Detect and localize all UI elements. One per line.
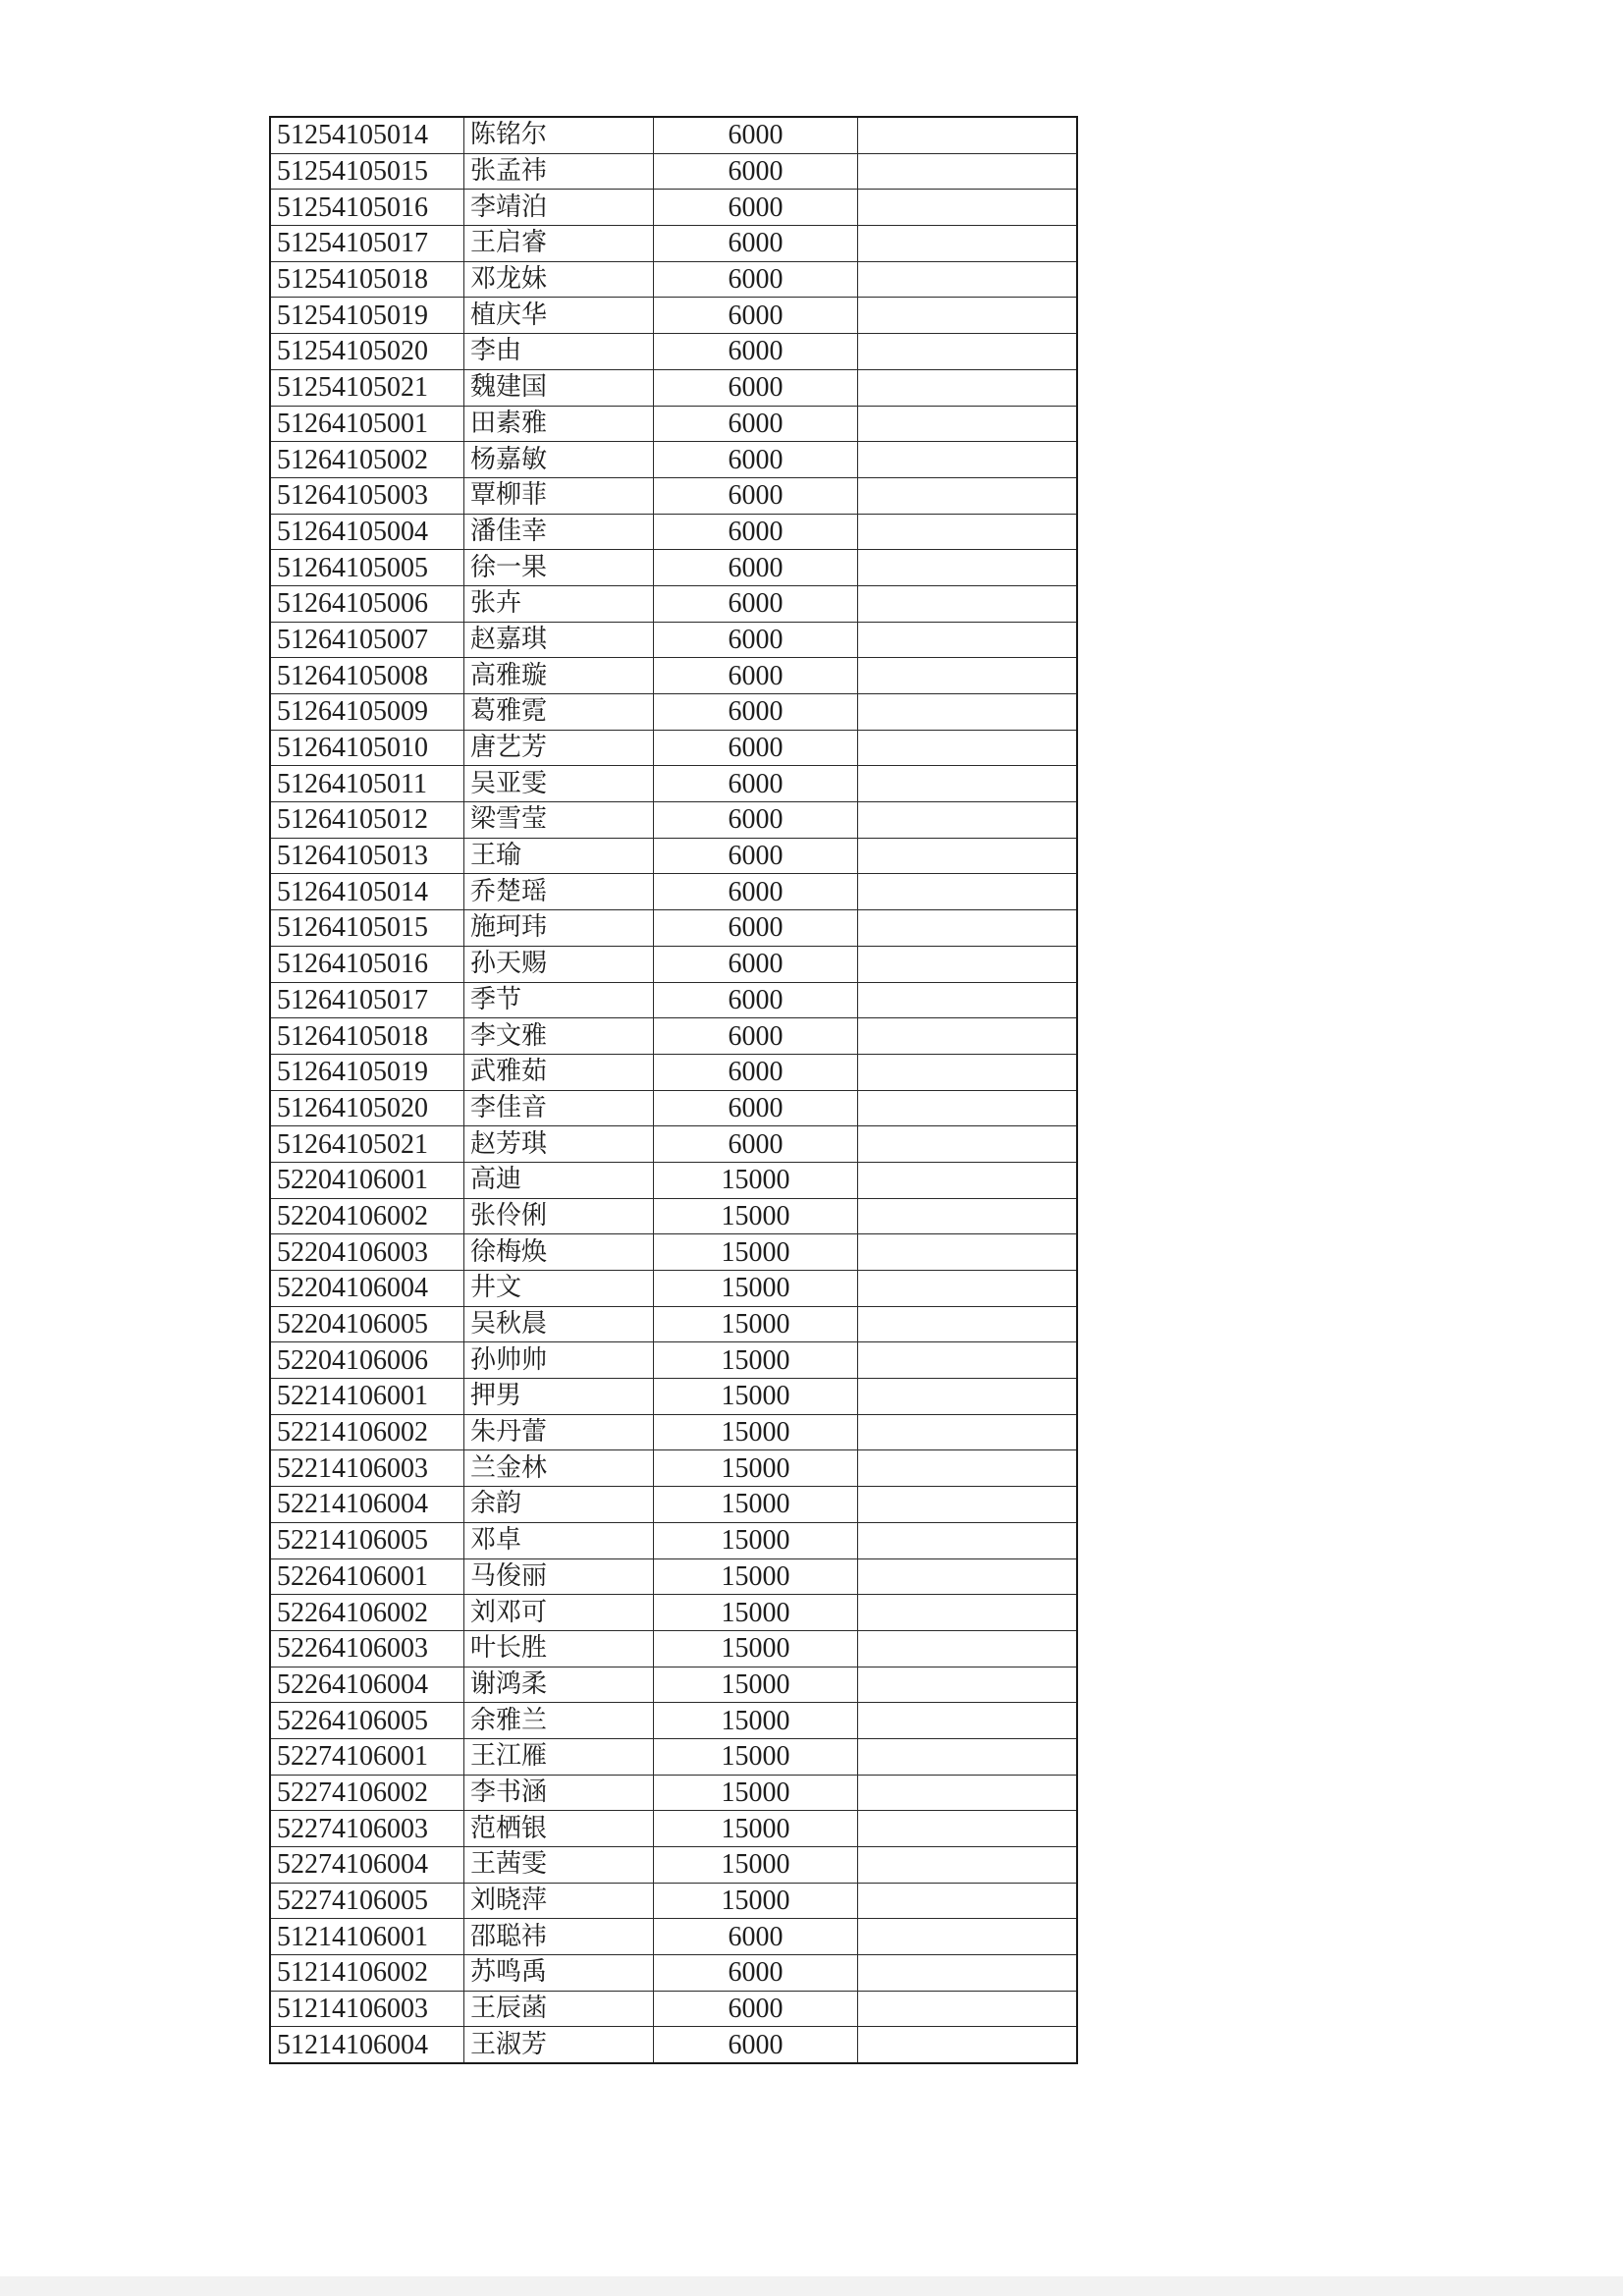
student-id-cell: 51254105017	[270, 226, 464, 262]
name-cell: 高雅璇	[464, 658, 654, 694]
student-id-cell: 52214106005	[270, 1522, 464, 1558]
amount-cell: 6000	[654, 550, 858, 586]
table-row	[270, 298, 1077, 334]
table-row	[270, 1234, 1077, 1271]
student-id-cell: 51264105014	[270, 874, 464, 910]
student-id-cell: 52274106005	[270, 1883, 464, 1919]
student-id-cell: 51254105016	[270, 190, 464, 226]
student-id-cell: 51264105018	[270, 1018, 464, 1055]
student-id-cell: 51254105021	[270, 369, 464, 406]
name-cell: 李佳音	[464, 1090, 654, 1126]
note-cell	[858, 982, 1078, 1018]
student-id-cell: 52214106001	[270, 1379, 464, 1415]
note-cell	[858, 694, 1078, 731]
name-cell: 吴秋晨	[464, 1306, 654, 1342]
student-id-cell: 51264105008	[270, 658, 464, 694]
table-row	[270, 946, 1077, 982]
student-id-cell: 52264106003	[270, 1630, 464, 1667]
amount-cell: 6000	[654, 585, 858, 622]
name-cell: 高迪	[464, 1162, 654, 1198]
amount-cell: 6000	[654, 910, 858, 947]
amount-cell: 15000	[654, 1487, 858, 1523]
note-cell	[858, 1414, 1078, 1450]
name-cell: 季节	[464, 982, 654, 1018]
note-cell	[858, 1271, 1078, 1307]
table-row	[270, 1595, 1077, 1631]
name-cell: 植庆华	[464, 298, 654, 334]
amount-cell: 6000	[654, 190, 858, 226]
name-cell: 兰金林	[464, 1450, 654, 1487]
table-row	[270, 1883, 1077, 1919]
table-row	[270, 1271, 1077, 1307]
amount-cell: 6000	[654, 261, 858, 298]
table-row	[270, 622, 1077, 658]
note-cell	[858, 514, 1078, 550]
note-cell	[858, 2027, 1078, 2063]
note-cell	[858, 1919, 1078, 1955]
name-cell: 朱丹蕾	[464, 1414, 654, 1450]
amount-cell: 15000	[654, 1595, 858, 1631]
student-id-cell: 52264106001	[270, 1558, 464, 1595]
note-cell	[858, 1667, 1078, 1703]
amount-cell: 6000	[654, 658, 858, 694]
student-id-cell: 51254105020	[270, 334, 464, 370]
table-row	[270, 1811, 1077, 1847]
note-cell	[858, 802, 1078, 839]
amount-cell: 6000	[654, 153, 858, 190]
student-id-cell: 52204106003	[270, 1234, 464, 1271]
note-cell	[858, 658, 1078, 694]
table-row	[270, 1054, 1077, 1090]
amount-cell: 15000	[654, 1379, 858, 1415]
student-id-cell: 52204106006	[270, 1342, 464, 1379]
student-id-cell: 52264106005	[270, 1703, 464, 1739]
amount-cell: 15000	[654, 1450, 858, 1487]
note-cell	[858, 838, 1078, 874]
table-row	[270, 1667, 1077, 1703]
table-row	[270, 1991, 1077, 2027]
amount-cell: 15000	[654, 1703, 858, 1739]
amount-cell: 15000	[654, 1847, 858, 1884]
name-cell: 谢鸿柔	[464, 1667, 654, 1703]
table-row	[270, 1522, 1077, 1558]
table-row	[270, 1703, 1077, 1739]
table-row	[270, 730, 1077, 766]
name-cell: 陈铭尔	[464, 117, 654, 153]
note-cell	[858, 1126, 1078, 1163]
student-id-cell: 51264105013	[270, 838, 464, 874]
student-id-cell: 52204106002	[270, 1198, 464, 1234]
student-id-cell: 52264106004	[270, 1667, 464, 1703]
table-row	[270, 982, 1077, 1018]
note-cell	[858, 1847, 1078, 1884]
note-cell	[858, 1379, 1078, 1415]
note-cell	[858, 1090, 1078, 1126]
page-bottom-edge	[0, 2276, 1623, 2296]
name-cell: 武雅茹	[464, 1054, 654, 1090]
amount-cell: 6000	[654, 874, 858, 910]
student-id-cell: 52204106004	[270, 1271, 464, 1307]
student-id-cell: 51214106001	[270, 1919, 464, 1955]
note-cell	[858, 585, 1078, 622]
name-cell: 田素雅	[464, 406, 654, 442]
student-id-cell: 51264105019	[270, 1054, 464, 1090]
table-row	[270, 1018, 1077, 1055]
note-cell	[858, 1558, 1078, 1595]
note-cell	[858, 406, 1078, 442]
note-cell	[858, 1450, 1078, 1487]
amount-cell: 15000	[654, 1162, 858, 1198]
note-cell	[858, 1162, 1078, 1198]
name-cell: 张孟祎	[464, 153, 654, 190]
amount-cell: 6000	[654, 838, 858, 874]
name-cell: 苏鸣禹	[464, 1955, 654, 1992]
table-row	[270, 334, 1077, 370]
note-cell	[858, 1883, 1078, 1919]
note-cell	[858, 1487, 1078, 1523]
student-id-cell: 52274106003	[270, 1811, 464, 1847]
note-cell	[858, 153, 1078, 190]
table-row	[270, 226, 1077, 262]
amount-cell: 15000	[654, 1738, 858, 1775]
note-cell	[858, 190, 1078, 226]
note-cell	[858, 442, 1078, 478]
name-cell: 马俊丽	[464, 1558, 654, 1595]
note-cell	[858, 550, 1078, 586]
student-id-cell: 51254105014	[270, 117, 464, 153]
table-row	[270, 874, 1077, 910]
student-id-cell: 52204106005	[270, 1306, 464, 1342]
amount-cell: 6000	[654, 298, 858, 334]
amount-cell: 6000	[654, 1955, 858, 1992]
table-row	[270, 585, 1077, 622]
student-id-cell: 52214106004	[270, 1487, 464, 1523]
student-id-cell: 51264105015	[270, 910, 464, 947]
amount-cell: 6000	[654, 1126, 858, 1163]
name-cell: 张卉	[464, 585, 654, 622]
amount-cell: 6000	[654, 730, 858, 766]
note-cell	[858, 298, 1078, 334]
table-row	[270, 766, 1077, 802]
student-id-cell: 51214106002	[270, 1955, 464, 1992]
table-row	[270, 514, 1077, 550]
student-id-cell: 51264105017	[270, 982, 464, 1018]
name-cell: 李由	[464, 334, 654, 370]
amount-cell: 6000	[654, 2027, 858, 2063]
name-cell: 张伶俐	[464, 1198, 654, 1234]
amount-cell: 6000	[654, 766, 858, 802]
note-cell	[858, 910, 1078, 947]
table-row	[270, 1162, 1077, 1198]
name-cell: 井文	[464, 1271, 654, 1307]
amount-cell: 6000	[654, 694, 858, 731]
name-cell: 赵芳琪	[464, 1126, 654, 1163]
table-row	[270, 369, 1077, 406]
student-id-cell: 51214106003	[270, 1991, 464, 2027]
name-cell: 叶长胜	[464, 1630, 654, 1667]
name-cell: 孙帅帅	[464, 1342, 654, 1379]
student-id-cell: 51254105018	[270, 261, 464, 298]
note-cell	[858, 477, 1078, 514]
name-cell: 邓卓	[464, 1522, 654, 1558]
name-cell: 刘晓萍	[464, 1883, 654, 1919]
name-cell: 魏建国	[464, 369, 654, 406]
note-cell	[858, 1738, 1078, 1775]
amount-cell: 15000	[654, 1667, 858, 1703]
table-row	[270, 1775, 1077, 1811]
table-row	[270, 1487, 1077, 1523]
name-cell: 邵聪祎	[464, 1919, 654, 1955]
name-cell: 潘佳幸	[464, 514, 654, 550]
table-row	[270, 442, 1077, 478]
amount-cell: 6000	[654, 442, 858, 478]
table-row	[270, 550, 1077, 586]
name-cell: 乔楚瑶	[464, 874, 654, 910]
note-cell	[858, 1018, 1078, 1055]
table-row	[270, 1558, 1077, 1595]
amount-cell: 15000	[654, 1198, 858, 1234]
student-id-cell: 52274106004	[270, 1847, 464, 1884]
amount-cell: 6000	[654, 982, 858, 1018]
note-cell	[858, 1595, 1078, 1631]
student-id-cell: 51264105016	[270, 946, 464, 982]
note-cell	[858, 1775, 1078, 1811]
student-id-cell: 51214106004	[270, 2027, 464, 2063]
table-row	[270, 1126, 1077, 1163]
table-row	[270, 261, 1077, 298]
amount-cell: 6000	[654, 946, 858, 982]
name-cell: 施珂玮	[464, 910, 654, 947]
table-row	[270, 910, 1077, 947]
table-row	[270, 694, 1077, 731]
student-id-cell: 52214106002	[270, 1414, 464, 1450]
name-cell: 王江雁	[464, 1738, 654, 1775]
name-cell: 杨嘉敏	[464, 442, 654, 478]
table-row	[270, 658, 1077, 694]
name-cell: 王辰菡	[464, 1991, 654, 2027]
amount-cell: 6000	[654, 1054, 858, 1090]
table-row	[270, 1414, 1077, 1450]
student-id-cell: 51254105015	[270, 153, 464, 190]
note-cell	[858, 261, 1078, 298]
student-id-cell: 52264106002	[270, 1595, 464, 1631]
table-row	[270, 1919, 1077, 1955]
note-cell	[858, 1342, 1078, 1379]
amount-cell: 15000	[654, 1342, 858, 1379]
name-cell: 赵嘉琪	[464, 622, 654, 658]
note-cell	[858, 1955, 1078, 1992]
amount-cell: 15000	[654, 1775, 858, 1811]
name-cell: 李靖泊	[464, 190, 654, 226]
name-cell: 刘邓可	[464, 1595, 654, 1631]
amount-cell: 6000	[654, 369, 858, 406]
note-cell	[858, 1522, 1078, 1558]
name-cell: 押男	[464, 1379, 654, 1415]
table-row	[270, 802, 1077, 839]
amount-cell: 15000	[654, 1558, 858, 1595]
amount-cell: 6000	[654, 117, 858, 153]
name-cell: 唐艺芳	[464, 730, 654, 766]
name-cell: 葛雅霓	[464, 694, 654, 731]
student-id-cell: 51264105002	[270, 442, 464, 478]
note-cell	[858, 1054, 1078, 1090]
note-cell	[858, 1630, 1078, 1667]
table-row	[270, 1847, 1077, 1884]
name-cell: 范栖银	[464, 1811, 654, 1847]
note-cell	[858, 622, 1078, 658]
student-id-cell: 51264105005	[270, 550, 464, 586]
name-cell: 王瑜	[464, 838, 654, 874]
note-cell	[858, 1703, 1078, 1739]
amount-cell: 6000	[654, 334, 858, 370]
table-row	[270, 1450, 1077, 1487]
student-id-cell: 51264105010	[270, 730, 464, 766]
records-table	[269, 116, 1078, 2064]
name-cell: 王茜雯	[464, 1847, 654, 1884]
table-row	[270, 1306, 1077, 1342]
table-row	[270, 1090, 1077, 1126]
amount-cell: 6000	[654, 1090, 858, 1126]
student-id-cell: 51264105011	[270, 766, 464, 802]
name-cell: 余韵	[464, 1487, 654, 1523]
name-cell: 吴亚雯	[464, 766, 654, 802]
note-cell	[858, 1811, 1078, 1847]
amount-cell: 15000	[654, 1234, 858, 1271]
table-row	[270, 406, 1077, 442]
student-id-cell: 51264105012	[270, 802, 464, 839]
amount-cell: 6000	[654, 1991, 858, 2027]
student-id-cell: 51264105006	[270, 585, 464, 622]
student-id-cell: 51254105019	[270, 298, 464, 334]
student-id-cell: 51264105001	[270, 406, 464, 442]
amount-cell: 6000	[654, 1018, 858, 1055]
note-cell	[858, 1198, 1078, 1234]
student-id-cell: 52274106001	[270, 1738, 464, 1775]
amount-cell: 15000	[654, 1811, 858, 1847]
table-row	[270, 1738, 1077, 1775]
amount-cell: 15000	[654, 1306, 858, 1342]
student-id-cell: 51264105021	[270, 1126, 464, 1163]
note-cell	[858, 730, 1078, 766]
student-id-cell: 51264105004	[270, 514, 464, 550]
amount-cell: 6000	[654, 514, 858, 550]
table-row	[270, 838, 1077, 874]
note-cell	[858, 1234, 1078, 1271]
amount-cell: 15000	[654, 1522, 858, 1558]
note-cell	[858, 1306, 1078, 1342]
amount-cell: 15000	[654, 1883, 858, 1919]
note-cell	[858, 334, 1078, 370]
note-cell	[858, 117, 1078, 153]
name-cell: 梁雪莹	[464, 802, 654, 839]
table-row	[270, 190, 1077, 226]
table-row	[270, 477, 1077, 514]
note-cell	[858, 369, 1078, 406]
name-cell: 王淑芳	[464, 2027, 654, 2063]
student-id-cell: 51264105009	[270, 694, 464, 731]
note-cell	[858, 946, 1078, 982]
table-row	[270, 1630, 1077, 1667]
amount-cell: 6000	[654, 622, 858, 658]
name-cell: 覃柳菲	[464, 477, 654, 514]
table-row	[270, 153, 1077, 190]
amount-cell: 15000	[654, 1414, 858, 1450]
student-id-cell: 52214106003	[270, 1450, 464, 1487]
records-table-body	[270, 117, 1077, 2063]
table-row	[270, 1342, 1077, 1379]
note-cell	[858, 226, 1078, 262]
name-cell: 余雅兰	[464, 1703, 654, 1739]
amount-cell: 15000	[654, 1630, 858, 1667]
name-cell: 李书涵	[464, 1775, 654, 1811]
name-cell: 邓龙妹	[464, 261, 654, 298]
amount-cell: 6000	[654, 802, 858, 839]
student-id-cell: 52204106001	[270, 1162, 464, 1198]
table-row	[270, 117, 1077, 153]
name-cell: 李文雅	[464, 1018, 654, 1055]
student-id-cell: 52274106002	[270, 1775, 464, 1811]
student-id-cell: 51264105020	[270, 1090, 464, 1126]
note-cell	[858, 1991, 1078, 2027]
table-row	[270, 1955, 1077, 1992]
student-id-cell: 51264105003	[270, 477, 464, 514]
amount-cell: 6000	[654, 406, 858, 442]
note-cell	[858, 874, 1078, 910]
table-row	[270, 2027, 1077, 2063]
note-cell	[858, 766, 1078, 802]
table-row	[270, 1198, 1077, 1234]
amount-cell: 6000	[654, 477, 858, 514]
amount-cell: 6000	[654, 1919, 858, 1955]
name-cell: 徐一果	[464, 550, 654, 586]
amount-cell: 15000	[654, 1271, 858, 1307]
student-id-cell: 51264105007	[270, 622, 464, 658]
name-cell: 徐梅焕	[464, 1234, 654, 1271]
amount-cell: 6000	[654, 226, 858, 262]
table-row	[270, 1379, 1077, 1415]
name-cell: 王启睿	[464, 226, 654, 262]
name-cell: 孙天赐	[464, 946, 654, 982]
